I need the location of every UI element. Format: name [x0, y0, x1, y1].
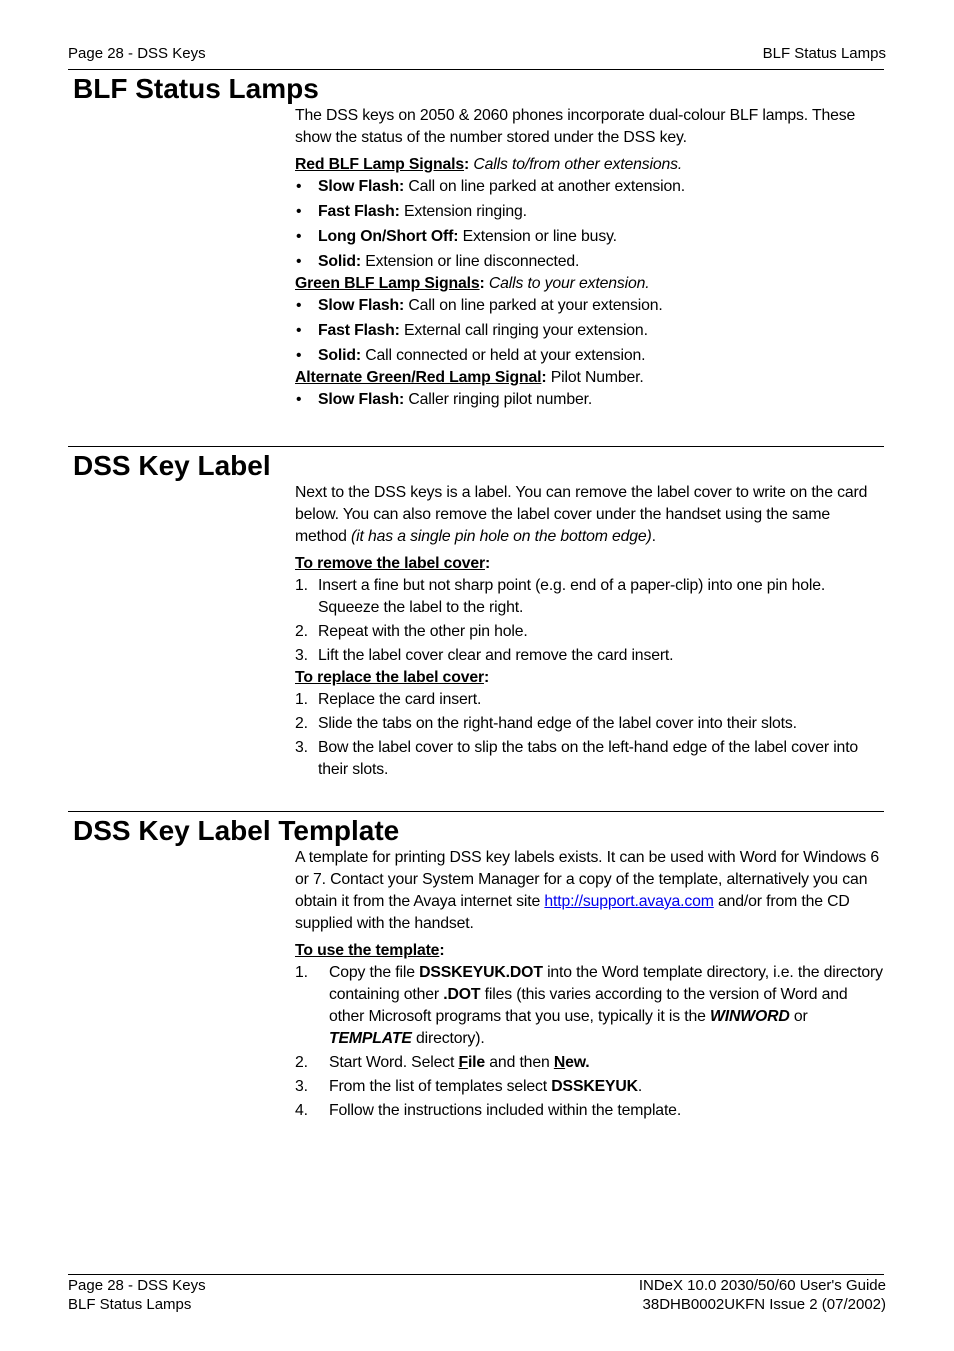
- list-item: 2. Repeat with the other pin hole.: [295, 623, 528, 640]
- list-item: • Fast Flash: External call ringing your extension.: [295, 320, 885, 342]
- list-item: • Slow Flash: Call on line parked at your extension.: [295, 295, 885, 317]
- list-item: 1. Replace the card insert.: [295, 691, 482, 708]
- list-item: 1. Insert a fine but not sharp point (e.g. end of a paper-clip) into one pin hole. Squeeze the label to the right.: [295, 577, 826, 616]
- replace-cover-heading: To replace the label cover:: [295, 669, 490, 686]
- green-signals-list: [295, 295, 885, 367]
- section-body-blf: [295, 105, 885, 414]
- list-item: • Slow Flash: Call on line parked at another extension.: [295, 176, 885, 198]
- footer-right-line2: 38DHB0002UKFN Issue 2 (07/2002): [642, 1296, 886, 1313]
- list-item: 3. Lift the label cover clear and remove the card insert.: [295, 647, 674, 664]
- section-title-dss-key-label: DSS Key Label: [73, 450, 271, 481]
- remove-cover-heading: To remove the label cover:: [295, 555, 491, 572]
- list-item: 4. Follow the instructions included within the template.: [295, 1102, 682, 1119]
- section-title-blf: BLF Status Lamps: [73, 73, 319, 104]
- remove-cover-steps: [295, 575, 885, 667]
- header-left: Page 28 - DSS Keys: [68, 45, 206, 62]
- green-signals-heading: Green BLF Lamp Signals: Calls to your extension.: [295, 275, 650, 292]
- header-right: BLF Status Lamps: [762, 45, 886, 62]
- red-signals-list: [295, 176, 885, 273]
- list-item: 1. Copy the file DSSKEYUK.DOT into the Word template directory, i.e. the directory containing other .DOT files (this varies according to the version of Word and other Microsoft programs that you use, typically it is the WINWORD or TEMPLATE directory).: [295, 964, 883, 1047]
- template-intro: A template for printing DSS key labels exists. It can be used with Word for Windows 6 or 7. Contact your System Manager for a copy of the template, alternatively you can obtain it from the Avaya internet site http://support.avaya.com and/or from the CD supplied with the handset.: [295, 849, 879, 932]
- footer-left-line1: Page 28 - DSS Keys: [68, 1277, 206, 1294]
- avaya-support-link[interactable]: http://support.avaya.com: [544, 893, 714, 910]
- red-signals-heading: Red BLF Lamp Signals: Calls to/from other extensions.: [295, 156, 683, 173]
- list-item: • Slow Flash: Caller ringing pilot number.: [295, 389, 885, 411]
- list-item: 2. Start Word. Select File and then New.: [295, 1054, 590, 1071]
- alternate-signal-list: [295, 389, 885, 411]
- blf-intro: The DSS keys on 2050 & 2060 phones incorporate dual-colour BLF lamps. These show the status of the number stored under the DSS key.: [295, 107, 856, 146]
- list-item: 2. Slide the tabs on the right-hand edge of the label cover into their slots.: [295, 715, 797, 732]
- use-template-steps: [295, 962, 885, 1122]
- section-body-dss-key-label: [295, 482, 885, 783]
- footer-left-line2: BLF Status Lamps: [68, 1296, 192, 1313]
- section-body-template: [295, 847, 885, 1124]
- list-item: • Long On/Short Off: Extension or line busy.: [295, 226, 885, 248]
- section-title-template: DSS Key Label Template: [73, 815, 400, 846]
- alternate-signal-heading: Alternate Green/Red Lamp Signal: Pilot Number.: [295, 369, 644, 386]
- list-item: • Solid: Extension or line disconnected.: [295, 251, 885, 273]
- list-item: • Solid: Call connected or held at your extension.: [295, 345, 885, 367]
- footer-right-line1: INDeX 10.0 2030/50/60 User's Guide: [638, 1277, 886, 1294]
- section-divider: [68, 811, 884, 812]
- replace-cover-steps: [295, 689, 885, 781]
- footer-rule: [68, 1274, 884, 1275]
- list-item: 3. From the list of templates select DSSKEYUK.: [295, 1078, 643, 1095]
- dss-label-intro: Next to the DSS keys is a label. You can remove the label cover to write on the card below. You can also remove the label cover under the handset using the same method (it has a single pin hole on the bottom edge).: [295, 484, 868, 545]
- header-rule: [68, 69, 884, 70]
- section-divider: [68, 446, 884, 447]
- list-item: 3. Bow the label cover to slip the tabs on the left-hand edge of the label cover into their slots.: [295, 739, 859, 778]
- use-template-heading: To use the template:: [295, 942, 445, 959]
- list-item: • Fast Flash: Extension ringing.: [295, 201, 885, 223]
